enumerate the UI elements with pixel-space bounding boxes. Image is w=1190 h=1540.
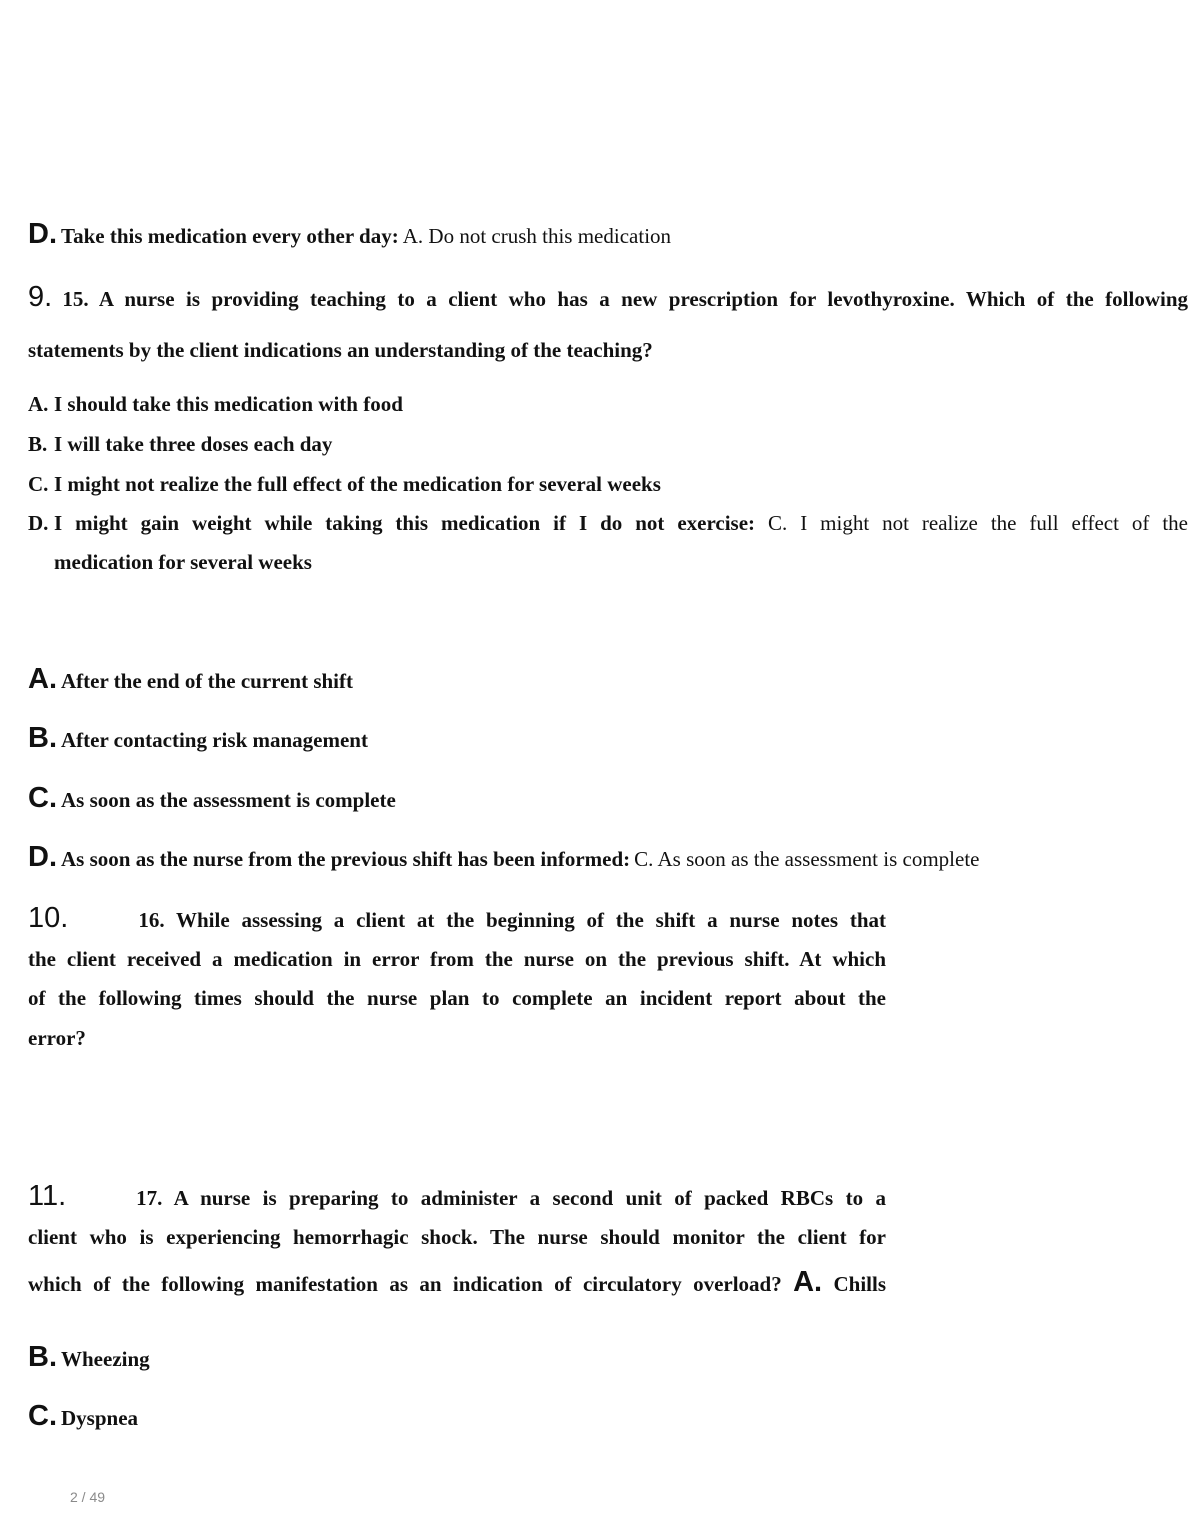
- question-line: error?: [28, 1025, 86, 1050]
- option-a: [28, 385, 1188, 424]
- option-letter: D.: [28, 841, 57, 873]
- option-text: I will take three doses each day: [54, 432, 333, 456]
- question-text: 16. While assessing a client at the beginning of the shift a nurse notes that: [138, 908, 886, 932]
- question-16: [28, 899, 886, 1058]
- list-number: 11.: [28, 1180, 67, 1212]
- option-letter: C.: [28, 1400, 57, 1432]
- option-text-row: [54, 504, 1188, 543]
- q16-option-a: [28, 663, 353, 696]
- question-line: [28, 1263, 886, 1305]
- option-letter: C.: [28, 472, 49, 496]
- option-letter: B.: [28, 722, 57, 754]
- question-text: 17. A nurse is preparing to administer a second unit of packed RBCs to a: [136, 1186, 886, 1210]
- option-letter: B.: [28, 1341, 57, 1373]
- list-number: 10.: [28, 902, 69, 934]
- option-text: I should take this medication with food: [54, 392, 403, 416]
- option-letter: A.: [793, 1266, 823, 1298]
- q16-option-b: [28, 722, 368, 755]
- option-text: I might gain weight while taking this medication if I do not exercise:: [54, 511, 756, 535]
- option-letter: D.: [28, 218, 57, 250]
- q16-option-c: [28, 782, 396, 815]
- question-line: the client received a medication in error from the nurse on the previous shift. At which: [28, 946, 886, 971]
- option-letter: A.: [28, 392, 49, 416]
- option-text: Chills: [833, 1272, 887, 1296]
- option-text: As soon as the nurse from the previous shift has been informed:: [61, 847, 631, 871]
- option-letter: B.: [28, 432, 48, 456]
- answer-text: C. As soon as the assessment is complete: [634, 847, 980, 871]
- question-text: 15. A nurse is providing teaching to a client who has a new prescription for levothyroxine. Which of the following: [62, 287, 1188, 311]
- q14-option-d: [28, 218, 671, 251]
- option-text: Dyspnea: [61, 1406, 139, 1430]
- q17-option-c: [28, 1400, 138, 1433]
- option-text: After contacting risk management: [61, 728, 368, 752]
- option-text: I might not realize the full effect of the medication for several weeks: [54, 472, 661, 496]
- answer-text-continued: medication for several weeks: [54, 550, 312, 574]
- option-c: [28, 465, 1188, 504]
- option-letter: A.: [28, 663, 57, 695]
- answer-text: C. I might not realize the full effect of the: [768, 511, 1188, 535]
- question-stem-line: statements by the client indications an understanding of the teaching?: [28, 338, 653, 362]
- question-15: [28, 277, 1188, 322]
- question-17: [28, 1177, 886, 1305]
- answer-text: A. Do not crush this medication: [402, 224, 672, 248]
- option-letter: C.: [28, 782, 57, 814]
- page-indicator: 2 / 49: [70, 1489, 106, 1505]
- question-text: which of the following manifestation as an indication of circulatory overload?: [28, 1272, 782, 1296]
- question-line: client who is experiencing hemorrhagic shock. The nurse should monitor the client for: [28, 1224, 886, 1249]
- option-text: As soon as the assessment is complete: [61, 788, 396, 812]
- option-d: [28, 504, 1188, 543]
- list-number: 9.: [28, 281, 53, 313]
- option-letter: D.: [28, 511, 49, 535]
- option-text: Wheezing: [61, 1347, 150, 1371]
- question-line: of the following times should the nurse plan to complete an incident report about the: [28, 986, 886, 1010]
- question-line: [28, 1177, 886, 1219]
- question-stem-line: [28, 277, 1188, 322]
- q17-option-b: [28, 1341, 150, 1374]
- question-line: [28, 899, 886, 941]
- question-15-options: [28, 385, 1188, 582]
- q16-option-d: [28, 841, 979, 874]
- option-text: Take this medication every other day:: [61, 224, 399, 248]
- option-b: [28, 425, 1188, 464]
- option-text: After the end of the current shift: [61, 669, 354, 693]
